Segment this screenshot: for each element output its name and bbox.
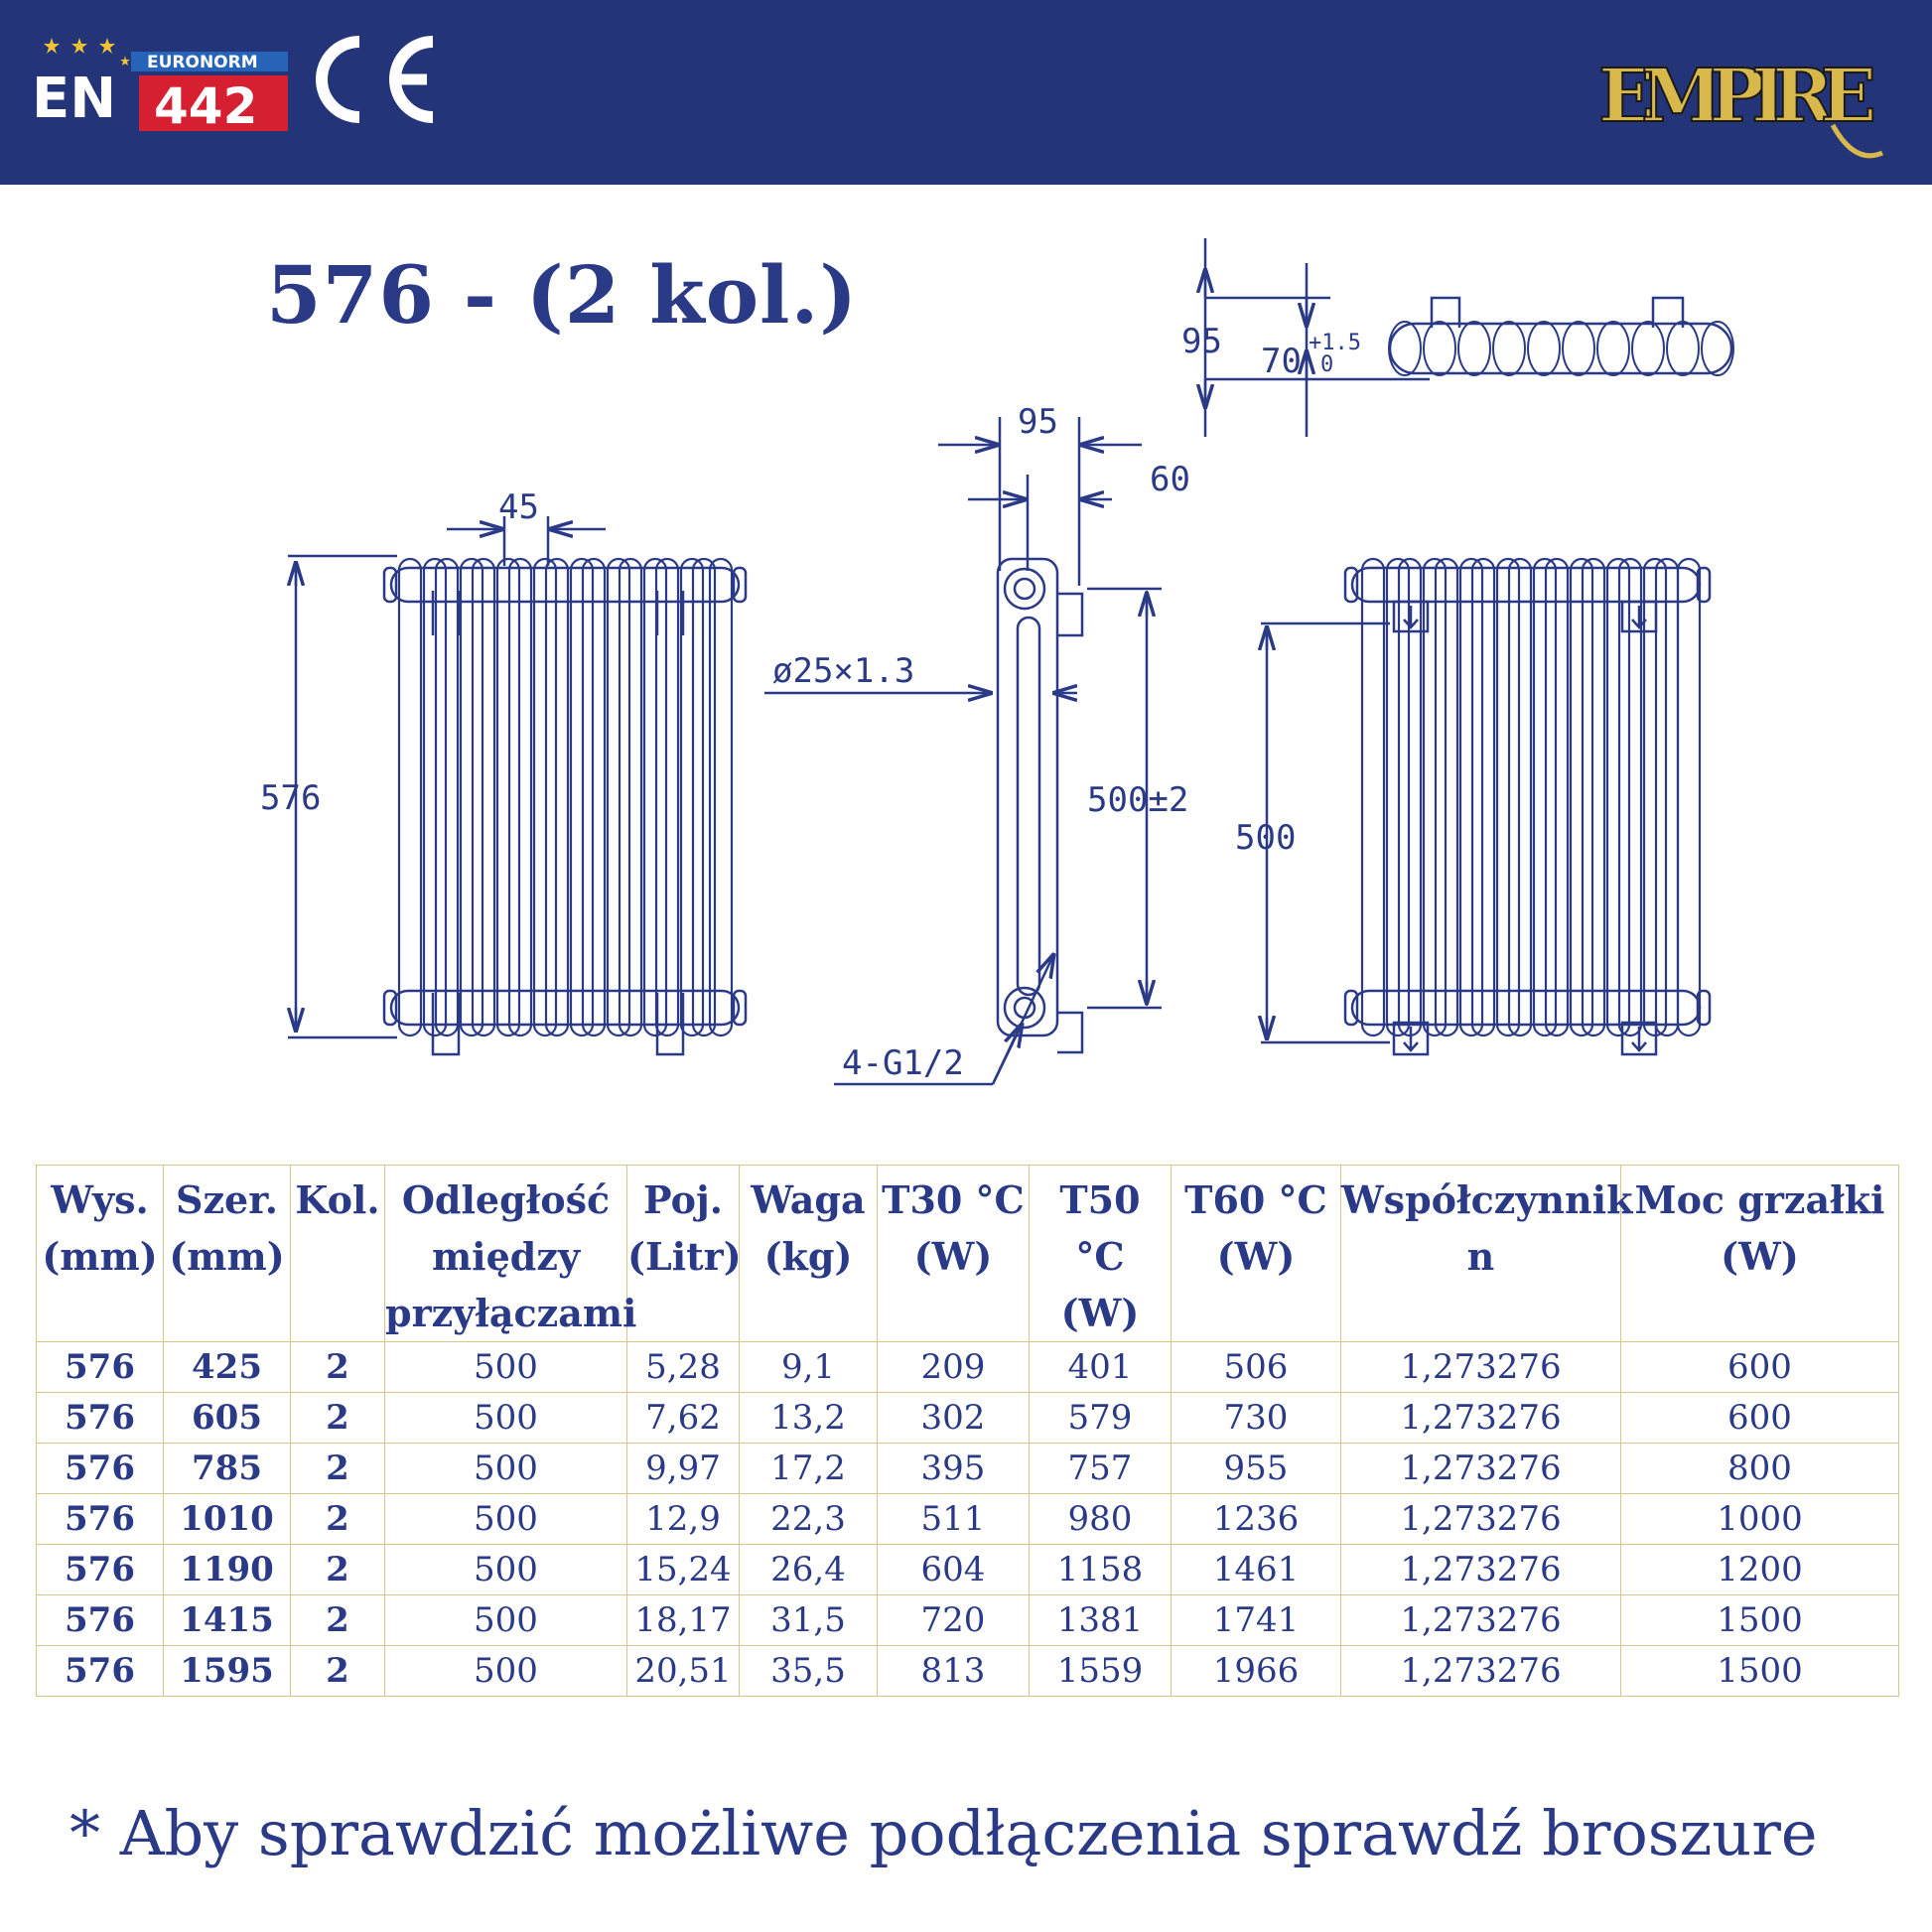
- footnote: * Aby sprawdzić możliwe podłączenia sprawdź broszure: [69, 1797, 1818, 1869]
- table-row: [37, 1494, 1899, 1545]
- table-cell: 2: [291, 1342, 385, 1393]
- table-cell: 1500: [1621, 1595, 1899, 1646]
- table-cell: 1415: [164, 1595, 291, 1646]
- spec-table: [36, 1165, 1899, 1697]
- col-header-coefficient: Współczynnik n: [1341, 1166, 1621, 1342]
- col-header-heater-power: Moc grzałki (W): [1621, 1166, 1899, 1342]
- col-header-columns: Kol.: [291, 1166, 385, 1342]
- table-cell: 395: [878, 1444, 1030, 1494]
- dim-axis-500: 500±2: [1087, 780, 1189, 820]
- table-cell: 813: [878, 1646, 1030, 1697]
- dim-tol-zero: 0: [1320, 352, 1334, 377]
- table-cell: 757: [1030, 1444, 1172, 1494]
- col-header-t50: T50 °C (W): [1030, 1166, 1172, 1342]
- table-cell: 1,273276: [1341, 1545, 1621, 1595]
- table-cell: 12,9: [627, 1494, 740, 1545]
- table-cell: 18,17: [627, 1595, 740, 1646]
- table-cell: 1010: [164, 1494, 291, 1545]
- table-cell: 22,3: [740, 1494, 878, 1545]
- col-header-height: Wys. (mm): [37, 1166, 164, 1342]
- dim-top-70: 70: [1261, 342, 1302, 381]
- table-cell: 500: [385, 1342, 627, 1393]
- table-cell: 15,24: [627, 1545, 740, 1595]
- table-row: [37, 1545, 1899, 1595]
- table-cell: 5,28: [627, 1342, 740, 1393]
- col-header-t30: T30 °C (W): [878, 1166, 1030, 1342]
- table-cell: 1595: [164, 1646, 291, 1697]
- table-cell: 600: [1621, 1342, 1899, 1393]
- table-cell: 17,2: [740, 1444, 878, 1494]
- stars-icon: [44, 38, 130, 66]
- col-header-t60: T60 °C (W): [1172, 1166, 1341, 1342]
- dim-side-95: 95: [1018, 402, 1058, 442]
- table-cell: 506: [1172, 1342, 1341, 1393]
- table-cell: 2: [291, 1595, 385, 1646]
- ce-mark-icon: [298, 30, 447, 129]
- page-title: 576 - (2 kol.): [266, 248, 859, 342]
- col-header-connection-distance: Odległość między przyłączami: [385, 1166, 627, 1342]
- table-cell: 500: [385, 1595, 627, 1646]
- table-cell: 955: [1172, 1444, 1341, 1494]
- table-cell: 1236: [1172, 1494, 1341, 1545]
- side-view: [764, 417, 1162, 1084]
- table-cell: 425: [164, 1342, 291, 1393]
- table-cell: 576: [37, 1595, 164, 1646]
- table-row: [37, 1342, 1899, 1393]
- table-cell: 730: [1172, 1393, 1341, 1444]
- dim-pipe: ø25×1.3: [772, 651, 915, 691]
- dim-front-45: 45: [498, 487, 539, 527]
- table-cell: 720: [878, 1595, 1030, 1646]
- table-cell: 9,97: [627, 1444, 740, 1494]
- en-442-badge: [30, 36, 290, 135]
- table-cell: 1,273276: [1341, 1444, 1621, 1494]
- table-cell: 1559: [1030, 1646, 1172, 1697]
- table-cell: 579: [1030, 1393, 1172, 1444]
- dim-side-60: 60: [1150, 460, 1190, 499]
- table-cell: 1000: [1621, 1494, 1899, 1545]
- table-cell: 1500: [1621, 1646, 1899, 1697]
- table-cell: 1741: [1172, 1595, 1341, 1646]
- table-cell: 576: [37, 1494, 164, 1545]
- table-cell: 35,5: [740, 1646, 878, 1697]
- table-cell: 576: [37, 1342, 164, 1393]
- spec-table-body: [37, 1342, 1899, 1697]
- table-cell: 20,51: [627, 1646, 740, 1697]
- table-cell: 1,273276: [1341, 1393, 1621, 1444]
- table-cell: 576: [37, 1545, 164, 1595]
- table-cell: 1,273276: [1341, 1595, 1621, 1646]
- dim-top-95: 95: [1181, 322, 1222, 361]
- table-cell: 401: [1030, 1342, 1172, 1393]
- table-cell: 600: [1621, 1393, 1899, 1444]
- table-cell: 500: [385, 1646, 627, 1697]
- table-cell: 576: [37, 1646, 164, 1697]
- table-cell: 2: [291, 1494, 385, 1545]
- table-header-row: [37, 1166, 1899, 1342]
- table-row: [37, 1444, 1899, 1494]
- table-cell: 2: [291, 1646, 385, 1697]
- table-cell: 2: [291, 1444, 385, 1494]
- table-cell: 500: [385, 1444, 627, 1494]
- dim-height-576: 576: [260, 778, 322, 818]
- table-cell: 1,273276: [1341, 1646, 1621, 1697]
- table-cell: 605: [164, 1393, 291, 1444]
- table-cell: 9,1: [740, 1342, 878, 1393]
- table-cell: 209: [878, 1342, 1030, 1393]
- back-view: [1261, 559, 1710, 1054]
- table-cell: 576: [37, 1393, 164, 1444]
- dim-back-500: 500: [1235, 818, 1297, 858]
- table-cell: 1,273276: [1341, 1342, 1621, 1393]
- dim-thread: 4-G1/2: [842, 1043, 964, 1083]
- col-header-capacity: Poj. (Litr): [627, 1166, 740, 1342]
- table-cell: 2: [291, 1393, 385, 1444]
- en-label: EN: [32, 67, 117, 131]
- col-header-width: Szer. (mm): [164, 1166, 291, 1342]
- table-cell: 500: [385, 1545, 627, 1595]
- table-cell: 1381: [1030, 1595, 1172, 1646]
- table-cell: 1158: [1030, 1545, 1172, 1595]
- table-cell: 1,273276: [1341, 1494, 1621, 1545]
- euronorm-label: EURONORM: [147, 53, 258, 72]
- brand-label: EMPIRE: [1598, 54, 1876, 139]
- table-cell: 2: [291, 1545, 385, 1595]
- table-row: [37, 1393, 1899, 1444]
- table-cell: 500: [385, 1393, 627, 1444]
- table-cell: 785: [164, 1444, 291, 1494]
- table-cell: 1200: [1621, 1545, 1899, 1595]
- table-cell: 26,4: [740, 1545, 878, 1595]
- number-label: 442: [154, 77, 258, 135]
- table-cell: 511: [878, 1494, 1030, 1545]
- table-row: [37, 1646, 1899, 1697]
- table-cell: 7,62: [627, 1393, 740, 1444]
- table-cell: 604: [878, 1545, 1030, 1595]
- technical-drawing: [0, 185, 1932, 1138]
- table-cell: 302: [878, 1393, 1030, 1444]
- table-cell: 980: [1030, 1494, 1172, 1545]
- table-cell: 1966: [1172, 1646, 1341, 1697]
- table-row: [37, 1595, 1899, 1646]
- dim-tol-plus: +1.5: [1309, 331, 1361, 355]
- top-view: [1205, 238, 1733, 437]
- table-cell: 576: [37, 1444, 164, 1494]
- table-cell: 800: [1621, 1444, 1899, 1494]
- table-cell: 500: [385, 1494, 627, 1545]
- header-bar: [0, 0, 1932, 185]
- table-cell: 1190: [164, 1545, 291, 1595]
- col-header-weight: Waga (kg): [740, 1166, 878, 1342]
- empire-logo: [1594, 26, 1892, 175]
- table-cell: 31,5: [740, 1595, 878, 1646]
- table-cell: 1461: [1172, 1545, 1341, 1595]
- table-cell: 13,2: [740, 1393, 878, 1444]
- front-view: [288, 516, 746, 1054]
